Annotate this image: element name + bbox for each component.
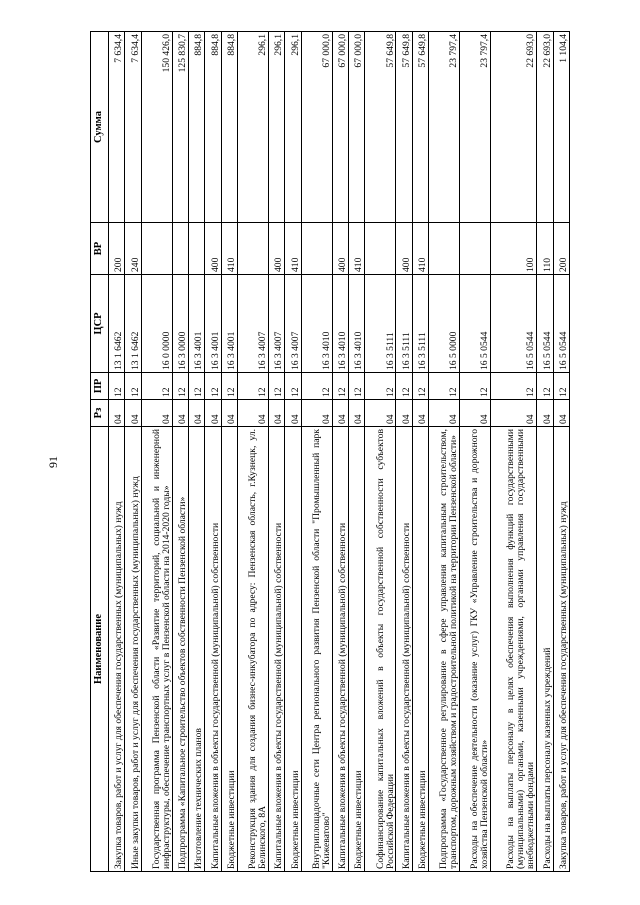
cell-csr: 16 5 0544 [491,275,537,373]
cell-pr: 12 [221,373,237,400]
table-row [349,32,365,872]
cell-rz: 04 [491,400,537,427]
cell-rz: 04 [237,400,268,427]
cell-pr: 12 [269,373,285,400]
cell-csr: 16 3 4007 [285,275,301,373]
cell-rz: 04 [429,400,460,427]
cell-pr: 12 [553,373,569,400]
cell-name: Капитальные вложения в объекты государственной (муниципальной) собственности [332,427,348,872]
cell-pr: 12 [301,373,332,400]
cell-vr: 400 [396,223,412,275]
cell-rz: 04 [412,400,428,427]
cell-sum: 57 649,8 [412,32,428,223]
cell-sum: 884,8 [205,32,221,223]
table-row [365,32,396,872]
cell-pr: 12 [332,373,348,400]
cell-name: Софинансирование капитальных вложений в объекты государственной собственности субъектов Российской Федерации [365,427,396,872]
page-number: 91 [46,456,60,468]
cell-rz: 04 [189,400,205,427]
cell-vr [301,223,332,275]
cell-name: Бюджетные инвестиции [285,427,301,872]
cell-sum: 67 000,0 [332,32,348,223]
cell-name: Расходы на обеспечение деятельности (оказание услуг) ГКУ «Управление строительства и дорожного хозяйства Пензенской области» [460,427,491,872]
table-row [172,32,188,872]
cell-name: Государственная программа Пензенской области «Развитие территорий, социальной и инженерной инфраструктуры, обеспечение транспортных услуг в Пензенской области на 2014-2020 годы» [141,427,172,872]
cell-vr [237,223,268,275]
cell-sum: 67 000,0 [301,32,332,223]
cell-sum: 125 830,7 [172,32,188,223]
table-row [109,32,125,872]
cell-sum: 57 649,8 [396,32,412,223]
cell-csr: 16 3 4001 [221,275,237,373]
cell-vr: 400 [269,223,285,275]
cell-name: Внутриплощадочные сети Центра регионального развития Пензенской области "Промышленный парк "Кижеватово" [301,427,332,872]
cell-sum: 884,8 [221,32,237,223]
table-row [396,32,412,872]
cell-pr: 12 [396,373,412,400]
cell-rz: 04 [349,400,365,427]
cell-sum: 22 693,0 [537,32,553,223]
cell-pr: 12 [491,373,537,400]
cell-csr: 13 1 6462 [109,275,125,373]
cell-pr: 12 [412,373,428,400]
cell-vr: 410 [221,223,237,275]
cell-name: Закупка товаров, работ и услуг для обеспечения государственных (муниципальных) нужд [553,427,569,872]
cell-name: Закупка товаров, работ и услуг для обеспечения государственных (муниципальных) нужд [109,427,125,872]
cell-sum: 7 634,4 [109,32,125,223]
cell-csr: 16 3 5111 [365,275,396,373]
cell-csr: 16 3 4010 [332,275,348,373]
cell-name: Капитальные вложения в объекты государственной (муниципальной) собственности [205,427,221,872]
table-row [460,32,491,872]
cell-vr: 240 [125,223,141,275]
cell-pr: 12 [365,373,396,400]
cell-pr: 12 [205,373,221,400]
cell-rz: 04 [537,400,553,427]
header-sum: Сумма [91,32,109,223]
cell-vr [172,223,188,275]
table-row [412,32,428,872]
cell-vr: 410 [412,223,428,275]
table-row [221,32,237,872]
cell-pr: 12 [460,373,491,400]
cell-rz: 04 [365,400,396,427]
table-row [301,32,332,872]
cell-csr: 16 3 4001 [189,275,205,373]
cell-vr: 200 [109,223,125,275]
cell-pr: 12 [172,373,188,400]
cell-csr: 16 3 4010 [349,275,365,373]
cell-vr [141,223,172,275]
cell-pr: 12 [141,373,172,400]
cell-vr: 410 [285,223,301,275]
header-name: Наименование [91,427,109,872]
cell-csr: 16 3 4001 [205,275,221,373]
table-row [237,32,268,872]
cell-pr: 12 [109,373,125,400]
table-row [429,32,460,872]
cell-csr: 16 3 0000 [172,275,188,373]
cell-name: Капитальные вложения в объекты государственной (муниципальной) собственности [269,427,285,872]
cell-name: Бюджетные инвестиции [221,427,237,872]
table-row [332,32,348,872]
cell-vr: 200 [553,223,569,275]
cell-csr: 16 3 4007 [269,275,285,373]
cell-rz: 04 [301,400,332,427]
cell-csr: 16 3 5111 [412,275,428,373]
cell-sum: 57 649,8 [365,32,396,223]
cell-vr: 110 [537,223,553,275]
cell-sum: 296,1 [237,32,268,223]
cell-vr [460,223,491,275]
cell-name: Подпрограмма «Капитальное строительство объектов собственности Пензенской области» [172,427,188,872]
table-row [491,32,537,872]
cell-pr: 12 [285,373,301,400]
table-row [553,32,569,872]
cell-vr: 400 [205,223,221,275]
cell-rz: 04 [553,400,569,427]
cell-name: Изготовление технических планов [189,427,205,872]
table-row [141,32,172,872]
cell-name: Подпрограмма «Государственное регулирование в сфере управления капитальным строительством, транспортом, дорожным хозяйством и градостроительной политикой на территории Пензенской области» [429,427,460,872]
cell-vr: 100 [491,223,537,275]
cell-csr: 16 0 0000 [141,275,172,373]
table-row [269,32,285,872]
table-body [109,32,570,872]
cell-vr [429,223,460,275]
cell-vr [189,223,205,275]
cell-sum: 884,8 [189,32,205,223]
cell-sum: 22 693,0 [491,32,537,223]
cell-sum: 23 797,4 [429,32,460,223]
cell-csr: 16 5 0544 [460,275,491,373]
table-row [205,32,221,872]
cell-name: Капитальные вложения в объекты государственной (муниципальной) собственности [396,427,412,872]
cell-rz: 04 [125,400,141,427]
cell-rz: 04 [269,400,285,427]
header-vr: ВР [91,223,109,275]
cell-vr [365,223,396,275]
cell-sum: 1 104,4 [553,32,569,223]
cell-name: Расходы на выплаты персоналу казенных учреждений [537,427,553,872]
cell-pr: 12 [189,373,205,400]
cell-rz: 04 [221,400,237,427]
cell-name: Расходы на выплаты персоналу в целях обеспечения выполнения функций государственными (муниципальными) органами, казенными учреждениями, органами управления государственными внебюджетными фондами [491,427,537,872]
cell-rz: 04 [205,400,221,427]
cell-pr: 12 [237,373,268,400]
cell-name: Бюджетные инвестиции [412,427,428,872]
table-row [189,32,205,872]
cell-name: Реконструкция здания для создания бизнес-инкубатора по адресу: Пензенская область, г.Кузнецк, ул. Белинского, 8А [237,427,268,872]
cell-pr: 12 [429,373,460,400]
cell-rz: 04 [460,400,491,427]
table-row [125,32,141,872]
cell-csr: 13 1 6462 [125,275,141,373]
cell-vr: 410 [349,223,365,275]
cell-vr: 400 [332,223,348,275]
table-header-row [91,32,109,872]
cell-csr: 16 5 0000 [429,275,460,373]
cell-sum: 150 426,0 [141,32,172,223]
cell-name: Иные закупки товаров, работ и услуг для обеспечения государственных (муниципальных) нужд [125,427,141,872]
cell-rz: 04 [141,400,172,427]
cell-rz: 04 [332,400,348,427]
cell-pr: 12 [537,373,553,400]
cell-rz: 04 [396,400,412,427]
cell-rz: 04 [172,400,188,427]
cell-csr: 16 3 4010 [301,275,332,373]
cell-csr: 16 5 0544 [553,275,569,373]
header-csr: ЦСР [91,275,109,373]
table-row [537,32,553,872]
cell-sum: 23 797,4 [460,32,491,223]
cell-rz: 04 [285,400,301,427]
cell-csr: 16 3 5111 [396,275,412,373]
budget-table [90,31,570,872]
cell-name: Бюджетные инвестиции [349,427,365,872]
cell-pr: 12 [125,373,141,400]
cell-csr: 16 3 4007 [237,275,268,373]
cell-rz: 04 [109,400,125,427]
cell-pr: 12 [349,373,365,400]
cell-sum: 296,1 [269,32,285,223]
header-pr: ПР [91,373,109,400]
cell-sum: 67 000,0 [349,32,365,223]
rotated-table-wrapper [90,32,570,872]
cell-sum: 296,1 [285,32,301,223]
header-rz: Рз [91,400,109,427]
table-row [285,32,301,872]
cell-csr: 16 5 0544 [537,275,553,373]
cell-sum: 7 634,4 [125,32,141,223]
